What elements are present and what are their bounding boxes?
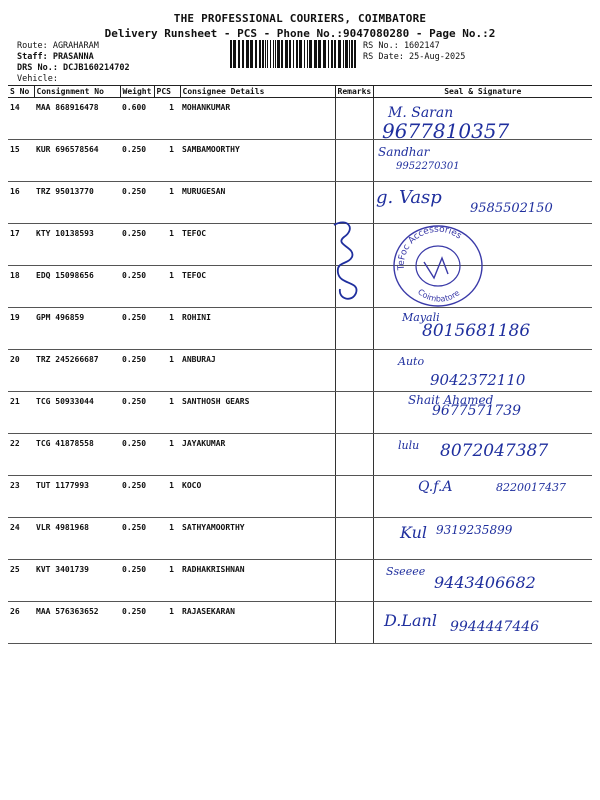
barcode-bar bbox=[328, 40, 329, 68]
row-remarks bbox=[335, 476, 373, 518]
stamp-top-text: TeFoc Accessories bbox=[396, 224, 464, 271]
signature-name: Kul bbox=[400, 523, 428, 542]
signature-name: Mayali bbox=[402, 311, 440, 324]
barcode-bar bbox=[354, 40, 356, 68]
barcode-bar bbox=[289, 40, 291, 68]
row-sno: 18 bbox=[8, 266, 34, 308]
rs-number: RS No.: 1602147 bbox=[363, 41, 440, 51]
row-weight: 0.250 bbox=[120, 224, 154, 266]
row-consignee: SANTHOSH GEARS bbox=[180, 392, 335, 434]
row-consignee: SATHYAMOORTHY bbox=[180, 518, 335, 560]
row-weight: 0.250 bbox=[120, 518, 154, 560]
col-weight: Weight bbox=[120, 86, 154, 98]
svg-text:TeFoc Accessories bbox=[397, 225, 464, 272]
row-consignee: TEFOC bbox=[180, 224, 335, 266]
row-sno: 25 bbox=[8, 560, 34, 602]
barcode-bar bbox=[267, 40, 268, 68]
row-sno: 24 bbox=[8, 518, 34, 560]
col-consignment: Consignment No bbox=[34, 86, 120, 98]
table-header-row bbox=[8, 86, 592, 98]
barcode-bar bbox=[275, 40, 276, 68]
barcode-bar bbox=[307, 40, 308, 68]
table-row bbox=[8, 224, 592, 266]
row-consignee: TEFOC bbox=[180, 266, 335, 308]
signature-phone: 8015681186 bbox=[422, 321, 531, 341]
signature-name: M. Saran bbox=[388, 105, 454, 121]
row-consignment-no: KTY 10138593 bbox=[34, 224, 120, 266]
row-weight: 0.250 bbox=[120, 266, 154, 308]
signature-name: Sseeee bbox=[386, 565, 426, 578]
barcode-bar bbox=[323, 40, 326, 68]
row-sno: 14 bbox=[8, 98, 34, 140]
row-sno: 20 bbox=[8, 350, 34, 392]
row-weight: 0.250 bbox=[120, 140, 154, 182]
runsheet-subtitle: Delivery Runsheet - PCS - Phone No.:9047080280 - Page No.:2 bbox=[104, 27, 496, 40]
row-consignee: MOHANKUMAR bbox=[180, 98, 335, 140]
barcode-image bbox=[230, 40, 358, 68]
barcode-bar bbox=[293, 40, 294, 68]
signature-phone: 9042372110 bbox=[430, 371, 526, 389]
signature-name: D.Lanl bbox=[384, 611, 437, 630]
row-pcs: 1 bbox=[154, 560, 180, 602]
row-consignment-no: TUT 1177993 bbox=[34, 476, 120, 518]
staff-text: Staff: PRASANNA bbox=[17, 52, 94, 62]
row-consignee: RAJASEKARAN bbox=[180, 602, 335, 644]
row-consignee: SAMBAMOORTHY bbox=[180, 140, 335, 182]
row-consignment-no: MAA 576363652 bbox=[34, 602, 120, 644]
row-consignment-no: TCG 50933044 bbox=[34, 392, 120, 434]
vehicle-label: Vehicle: bbox=[17, 74, 58, 84]
row-weight: 0.250 bbox=[120, 392, 154, 434]
row-weight: 0.250 bbox=[120, 182, 154, 224]
row-remarks bbox=[335, 98, 373, 140]
row-consignment-no: TRZ 95013770 bbox=[34, 182, 120, 224]
barcode-bar bbox=[238, 40, 240, 68]
signature-name: Auto bbox=[398, 355, 425, 368]
row-weight: 0.600 bbox=[120, 98, 154, 140]
signature-phone: 9677810357 bbox=[382, 119, 510, 143]
barcode-bar bbox=[242, 40, 244, 68]
drs-number: DRS No.: DCJB160214702 bbox=[17, 63, 130, 73]
row-sno: 16 bbox=[8, 182, 34, 224]
col-consignee: Consignee Details bbox=[180, 86, 335, 98]
row-pcs: 1 bbox=[154, 308, 180, 350]
barcode-bar bbox=[345, 40, 348, 68]
barcode-bar bbox=[233, 40, 236, 68]
row-remarks bbox=[335, 392, 373, 434]
barcode-bar bbox=[270, 40, 271, 68]
barcode-bar bbox=[285, 40, 288, 68]
row-consignment-no: MAA 868916478 bbox=[34, 98, 120, 140]
row-weight: 0.250 bbox=[120, 434, 154, 476]
barcode-bar bbox=[255, 40, 257, 68]
signature-phone: 8072047387 bbox=[440, 441, 549, 461]
col-sno: S No bbox=[8, 86, 34, 98]
large-scribble-signature bbox=[326, 215, 366, 307]
barcode-bar bbox=[338, 40, 341, 68]
barcode-bar bbox=[314, 40, 317, 68]
barcode-bar bbox=[259, 40, 261, 68]
barcode-bar bbox=[250, 40, 253, 68]
table-row bbox=[8, 140, 592, 182]
signature-phone: 9952270301 bbox=[396, 161, 460, 172]
rs-date: RS Date: 25-Aug-2025 bbox=[363, 52, 466, 62]
row-pcs: 1 bbox=[154, 140, 180, 182]
row-consignee: RADHAKRISHNAN bbox=[180, 560, 335, 602]
barcode-bar bbox=[334, 40, 336, 68]
barcode-bar bbox=[331, 40, 333, 68]
row-consignment-no: EDQ 15098656 bbox=[34, 266, 120, 308]
signature-phone: 9319235899 bbox=[436, 523, 513, 537]
barcode-bar bbox=[246, 40, 249, 68]
signature-name: Q.f.A bbox=[418, 479, 453, 495]
row-pcs: 1 bbox=[154, 224, 180, 266]
row-sno: 22 bbox=[8, 434, 34, 476]
signature-name: Shait Ahamed bbox=[408, 393, 494, 407]
signature-phone: 8220017437 bbox=[496, 481, 566, 494]
barcode-bar bbox=[349, 40, 350, 68]
row-consignee: ROHINI bbox=[180, 308, 335, 350]
row-pcs: 1 bbox=[154, 182, 180, 224]
row-pcs: 1 bbox=[154, 98, 180, 140]
barcode-bar bbox=[281, 40, 283, 68]
barcode-bar bbox=[296, 40, 298, 68]
rs-info bbox=[363, 41, 465, 63]
barcode-bar bbox=[273, 40, 274, 68]
barcode-bar bbox=[351, 40, 353, 68]
row-consignee: MURUGESAN bbox=[180, 182, 335, 224]
row-pcs: 1 bbox=[154, 392, 180, 434]
row-sno: 19 bbox=[8, 308, 34, 350]
row-sno: 26 bbox=[8, 602, 34, 644]
row-sno: 17 bbox=[8, 224, 34, 266]
row-pcs: 1 bbox=[154, 434, 180, 476]
row-consignment-no: GPM 496859 bbox=[34, 308, 120, 350]
company-seal-stamp bbox=[390, 222, 486, 310]
row-consignment-no: KVT 3401739 bbox=[34, 560, 120, 602]
barcode-bar bbox=[309, 40, 312, 68]
row-consignee: KOCO bbox=[180, 476, 335, 518]
signature-phone: 9677571739 bbox=[432, 403, 522, 419]
row-consignment-no: KUR 696578564 bbox=[34, 140, 120, 182]
barcode-bar bbox=[230, 40, 232, 68]
row-consignee: ANBURAJ bbox=[180, 350, 335, 392]
barcode-bar bbox=[265, 40, 266, 68]
signature-name: lulu bbox=[398, 439, 420, 452]
signature-phone: 9944447446 bbox=[450, 619, 540, 635]
row-weight: 0.250 bbox=[120, 308, 154, 350]
signature-phone: 9443406682 bbox=[434, 573, 536, 592]
row-remarks bbox=[335, 308, 373, 350]
runsheet-table bbox=[8, 85, 592, 644]
row-weight: 0.250 bbox=[120, 602, 154, 644]
table-row bbox=[8, 266, 592, 308]
barcode-bar bbox=[299, 40, 302, 68]
col-pcs: PCS bbox=[154, 86, 180, 98]
row-weight: 0.250 bbox=[120, 476, 154, 518]
barcode-bar bbox=[343, 40, 344, 68]
route-info bbox=[17, 41, 130, 74]
row-pcs: 1 bbox=[154, 476, 180, 518]
route-text: Route: AGRAHARAM bbox=[17, 41, 99, 51]
row-consignment-no: VLR 4981968 bbox=[34, 518, 120, 560]
row-consignment-no: TRZ 245266687 bbox=[34, 350, 120, 392]
barcode-bar bbox=[262, 40, 264, 68]
row-sno: 21 bbox=[8, 392, 34, 434]
row-weight: 0.250 bbox=[120, 350, 154, 392]
signature-phone: 9585502150 bbox=[470, 201, 553, 216]
svg-text:Coimbatore bbox=[416, 287, 461, 303]
barcode-bar bbox=[304, 40, 305, 68]
row-consignment-no: TCG 41878558 bbox=[34, 434, 120, 476]
signature-name: g. Vasp bbox=[376, 187, 442, 208]
row-weight: 0.250 bbox=[120, 560, 154, 602]
col-remarks: Remarks bbox=[335, 86, 373, 98]
row-pcs: 1 bbox=[154, 266, 180, 308]
barcode-bar bbox=[318, 40, 321, 68]
row-remarks bbox=[335, 560, 373, 602]
row-remarks bbox=[335, 434, 373, 476]
barcode-bar bbox=[277, 40, 280, 68]
row-remarks bbox=[335, 140, 373, 182]
signature-name: Sandhar bbox=[378, 145, 430, 159]
row-pcs: 1 bbox=[154, 602, 180, 644]
row-consignee: JAYAKUMAR bbox=[180, 434, 335, 476]
row-pcs: 1 bbox=[154, 350, 180, 392]
company-title: THE PROFESSIONAL COURIERS, COIMBATORE bbox=[173, 12, 427, 25]
row-sno: 15 bbox=[8, 140, 34, 182]
row-remarks bbox=[335, 518, 373, 560]
stamp-bottom-text: Coimbatore bbox=[416, 287, 462, 304]
row-remarks bbox=[335, 602, 373, 644]
col-seal: Seal & Signature bbox=[373, 86, 592, 98]
row-remarks bbox=[335, 350, 373, 392]
row-pcs: 1 bbox=[154, 518, 180, 560]
row-sno: 23 bbox=[8, 476, 34, 518]
